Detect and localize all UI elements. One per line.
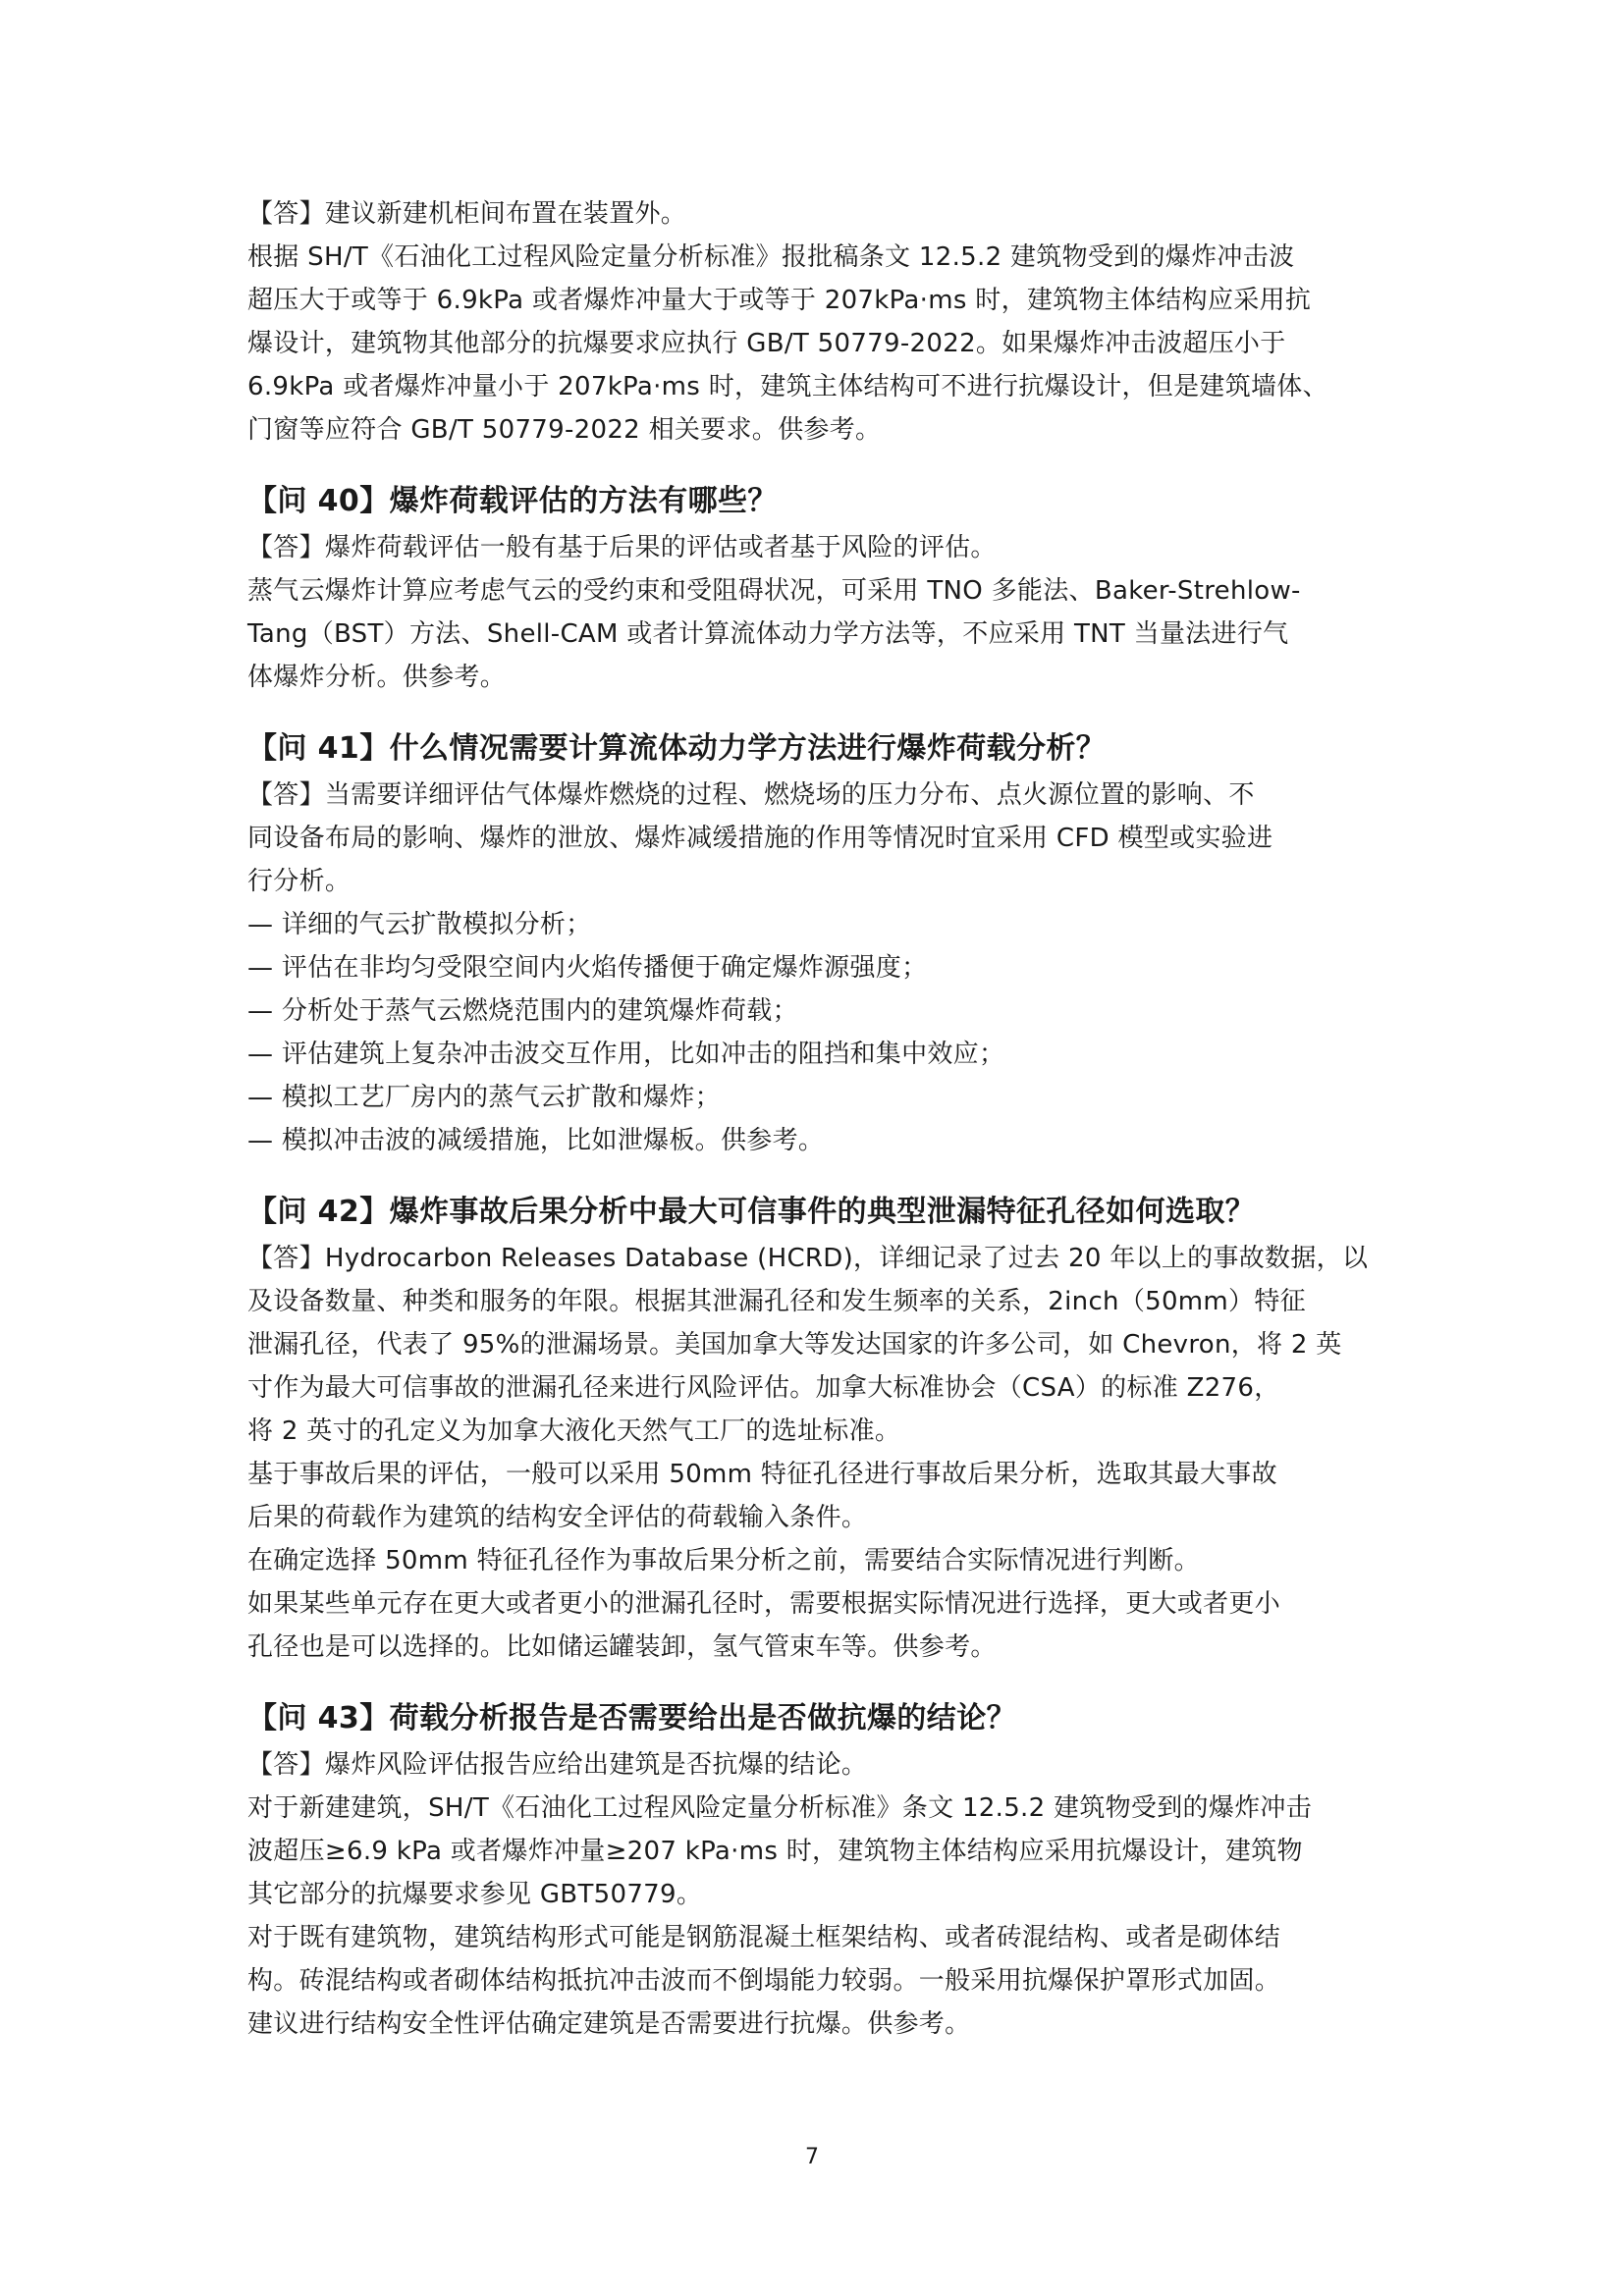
text-line: 超压大于或等于 6.9kPa 或者爆炸冲量大于或等于 207kPa·ms 时，建筑物主体结构应采用抗 xyxy=(247,286,1312,315)
question-heading: 【问 40】爆炸荷载评估的方法有哪些？ xyxy=(247,484,778,518)
text-line: 泄漏孔径，代表了 95%的泄漏场景。美国加拿大等发达国家的许多公司，如 Chevron，将 2 英 xyxy=(247,1330,1342,1360)
qa-section xyxy=(247,192,1386,452)
text-line: 构。砖混结构或者砌体结构抵抗冲击波而不倒塌能力较弱。一般采用抗爆保护罩形式加固。 xyxy=(247,1966,1281,1996)
text-line: 爆设计，建筑物其他部分的抗爆要求应执行 GB/T 50779-2022。如果爆炸冲击波超压小于 xyxy=(247,329,1286,358)
page-number: 7 xyxy=(805,2145,819,2169)
text-line: 体爆炸分析。供参考。 xyxy=(247,663,507,692)
text-line: 门窗等应符合 GB/T 50779-2022 相关要求。供参考。 xyxy=(247,415,882,445)
text-line: 同设备布局的影响、爆炸的泄放、爆炸减缓措施的作用等情况时宜采用 CFD 模型或实验进 xyxy=(247,824,1273,853)
text-line: 行分析。 xyxy=(247,867,352,896)
text-line: 对于既有建筑物，建筑结构形式可能是钢筋混凝土框架结构、或者砖混结构、或者是砌体结 xyxy=(247,1923,1281,1952)
text-line: 【答】当需要详细评估气体爆炸燃烧的过程、燃烧场的压力分布、点火源位置的影响、不 xyxy=(247,780,1255,810)
text-line: 【答】爆炸荷载评估一般有基于后果的评估或者基于风险的评估。 xyxy=(247,533,997,562)
question-heading: 【问 42】爆炸事故后果分析中最大可信事件的典型泄漏特征孔径如何选取？ xyxy=(247,1195,1256,1229)
document-body xyxy=(247,192,1386,2046)
text-line: 如果某些单元存在更大或者更小的泄漏孔径时，需要根据实际情况进行选择，更大或者更小 xyxy=(247,1589,1281,1619)
text-line: 对于新建建筑，SH/T《石油化工过程风险定量分析标准》条文 12.5.2 建筑物受到的爆炸冲击 xyxy=(247,1793,1313,1823)
qa-section xyxy=(247,477,1386,699)
text-line: 其它部分的抗爆要求参见 GBT50779。 xyxy=(247,1880,703,1909)
qa-section xyxy=(247,1694,1386,2046)
text-line: — 详细的气云扩散模拟分析； xyxy=(247,910,592,939)
text-line: 及设备数量、种类和服务的年限。根据其泄漏孔径和发生频率的关系，2inch（50mm）特征 xyxy=(247,1287,1306,1316)
text-line: 将 2 英寸的孔定义为加拿大液化天然气工厂的选址标准。 xyxy=(247,1416,901,1446)
text-line: 【答】Hydrocarbon Releases Database (HCRD)，详细记录了过去 20 年以上的事故数据，以 xyxy=(247,1244,1369,1273)
text-line: 建议进行结构安全性评估确定建筑是否需要进行抗爆。供参考。 xyxy=(247,2009,971,2039)
text-line: — 模拟工艺厂房内的蒸气云扩散和爆炸； xyxy=(247,1083,721,1112)
text-line: — 模拟冲击波的减缓措施，比如泄爆板。供参考。 xyxy=(247,1126,825,1155)
text-line: 后果的荷载作为建筑的结构安全评估的荷载输入条件。 xyxy=(247,1503,868,1532)
text-line: 蒸气云爆炸计算应考虑气云的受约束和受阻碍状况，可采用 TNO 多能法、Baker-Strehlow- xyxy=(247,576,1301,606)
text-line: 寸作为最大可信事故的泄漏孔径来进行风险评估。加拿大标准协会（CSA）的标准 Z276， xyxy=(247,1373,1280,1403)
qa-section xyxy=(247,724,1386,1162)
qa-section xyxy=(247,1188,1386,1669)
text-line: 孔径也是可以选择的。比如储运罐装卸，氢气管束车等。供参考。 xyxy=(247,1632,997,1662)
question-heading: 【问 43】荷载分析报告是否需要给出是否做抗爆的结论？ xyxy=(247,1701,1016,1735)
text-line: — 分析处于蒸气云燃烧范围内的建筑爆炸荷载； xyxy=(247,996,798,1026)
text-line: — 评估在非均匀受限空间内火焰传播便于确定爆炸源强度； xyxy=(247,953,928,983)
text-line: Tang（BST）方法、Shell-CAM 或者计算流体动力学方法等，不应采用 TNT 当量法进行气 xyxy=(247,619,1289,649)
text-line: 根据 SH/T《石油化工过程风险定量分析标准》报批稿条文 12.5.2 建筑物受到的爆炸冲击波 xyxy=(247,242,1295,272)
text-line: 【答】爆炸风险评估报告应给出建筑是否抗爆的结论。 xyxy=(247,1750,868,1780)
text-line: 在确定选择 50mm 特征孔径作为事故后果分析之前，需要结合实际情况进行判断。 xyxy=(247,1546,1200,1575)
text-line: — 评估建筑上复杂冲击波交互作用，比如冲击的阻挡和集中效应； xyxy=(247,1040,1005,1069)
text-line: 6.9kPa 或者爆炸冲量小于 207kPa·ms 时，建筑主体结构可不进行抗爆设计，但是建筑墙体、 xyxy=(247,372,1328,401)
text-line: 【答】建议新建机柜间布置在装置外。 xyxy=(247,199,687,229)
text-line: 波超压≥6.9 kPa 或者爆炸冲量≥207 kPa·ms 时，建筑物主体结构应采用抗爆设计，建筑物 xyxy=(247,1837,1303,1866)
text-line: 基于事故后果的评估，一般可以采用 50mm 特征孔径进行事故后果分析，选取其最大事故 xyxy=(247,1460,1277,1489)
question-heading: 【问 41】什么情况需要计算流体动力学方法进行爆炸荷载分析？ xyxy=(247,731,1107,766)
